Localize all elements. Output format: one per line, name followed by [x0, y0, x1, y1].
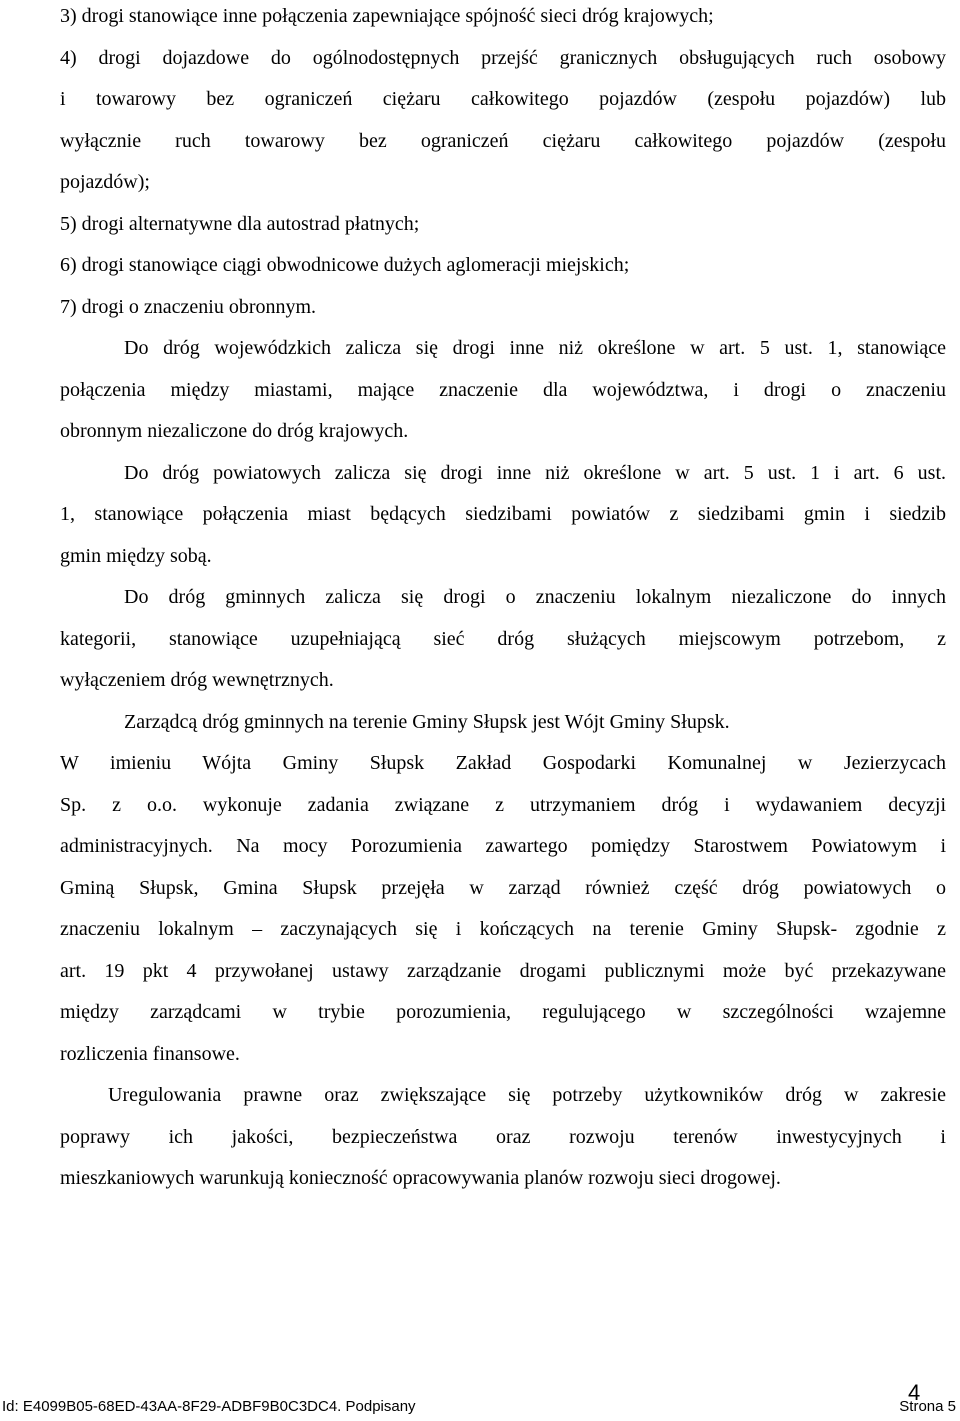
text-line: Gminą Słupsk, Gmina Słupsk przejęła w zarząd również część dróg powiatowych o	[60, 876, 946, 899]
text-line: Do dróg gminnych zalicza się drogi o znaczeniu lokalnym niezaliczone do innych	[124, 586, 946, 608]
text-line: i towarowy bez ograniczeń ciężaru całkowitego pojazdów (zespołu pojazdów) lub	[60, 88, 946, 110]
text-line: art. 19 pkt 4 przywołanej ustawy zarządzanie drogami publicznymi może być przekazywane	[60, 959, 946, 982]
text-line: 4) drogi dojazdowe do ogólnodostępnych przejść granicznych obsługujących ruch osobowy	[60, 46, 946, 69]
text-line: Uregulowania prawne oraz zwiększające się potrzeby użytkowników dróg w zakresie	[108, 1084, 946, 1106]
text-line: 3) drogi stanowiące inne połączenia zapewniające spójność sieci dróg krajowych;	[60, 5, 714, 27]
text-line: wyłączeniem dróg wewnętrznych.	[60, 669, 334, 691]
text-line: kategorii, stanowiące uzupełniającą sieć dróg służących miejscowym potrzebom, z	[60, 627, 946, 650]
text-line: wyłącznie ruch towarowy bez ograniczeń ciężaru całkowitego pojazdów (zespołu	[60, 129, 946, 152]
text-line: poprawy ich jakości, bezpieczeństwa oraz rozwoju terenów inwestycyjnych i	[60, 1125, 946, 1148]
text-line: gmin między sobą.	[60, 544, 212, 567]
page-number: 4	[908, 1380, 921, 1405]
text-line: znaczeniu lokalnym – zaczynających się i kończących na terenie Gminy Słupsk- zgodnie z	[60, 918, 946, 940]
text-line: rozliczenia finansowe.	[60, 1042, 240, 1065]
text-line: pojazdów);	[60, 171, 150, 193]
text-line: 5) drogi alternatywne dla autostrad płatnych;	[60, 212, 420, 235]
text-line: mieszkaniowych warunkują konieczność opracowywania planów rozwoju sieci drogowej.	[60, 1167, 781, 1189]
text-line: Sp. z o.o. wykonuje zadania związane z utrzymaniem dróg i wydawaniem decyzji	[60, 793, 946, 816]
text-line: połączenia między miastami, mające znaczenie dla województwa, i drogi o znaczeniu	[60, 378, 946, 401]
text-line: między zarządcami w trybie porozumienia, regulującego w szczególności wzajemne	[60, 1001, 946, 1023]
text-line: Do dróg wojewódzkich zalicza się drogi inne niż określone w art. 5 ust. 1, stanowiące	[124, 337, 946, 359]
text-line: Zarządcą dróg gminnych na terenie Gminy Słupsk jest Wójt Gminy Słupsk.	[124, 710, 730, 733]
text-line: 6) drogi stanowiące ciągi obwodnicowe dużych aglomeracji miejskich;	[60, 254, 630, 276]
document-body	[60, 0, 946, 1200]
text-line: Do dróg powiatowych zalicza się drogi inne niż określone w art. 5 ust. 1 i art. 6 ust.	[124, 461, 946, 484]
text-line: 7) drogi o znaczeniu obronnym.	[60, 295, 317, 318]
text-line: 1, stanowiące połączenia miast będących siedzibami powiatów z siedzibami gmin i siedzib	[60, 503, 946, 525]
text-line: W imieniu Wójta Gminy Słupsk Zakład Gospodarki Komunalnej w Jezierzycach	[60, 752, 946, 774]
text-line: obronnym niezaliczone do dróg krajowych.	[60, 420, 409, 442]
document-id: Id: E4099B05-68ED-43AA-8F29-ADBF9B0C3DC4. Podpisany	[2, 1398, 416, 1415]
page-footer	[2, 1380, 956, 1417]
page-label: Strona 5	[899, 1398, 956, 1415]
text-line: administracyjnych. Na mocy Porozumienia zawartego pomiędzy Starostwem Powiatowym i	[60, 835, 946, 857]
